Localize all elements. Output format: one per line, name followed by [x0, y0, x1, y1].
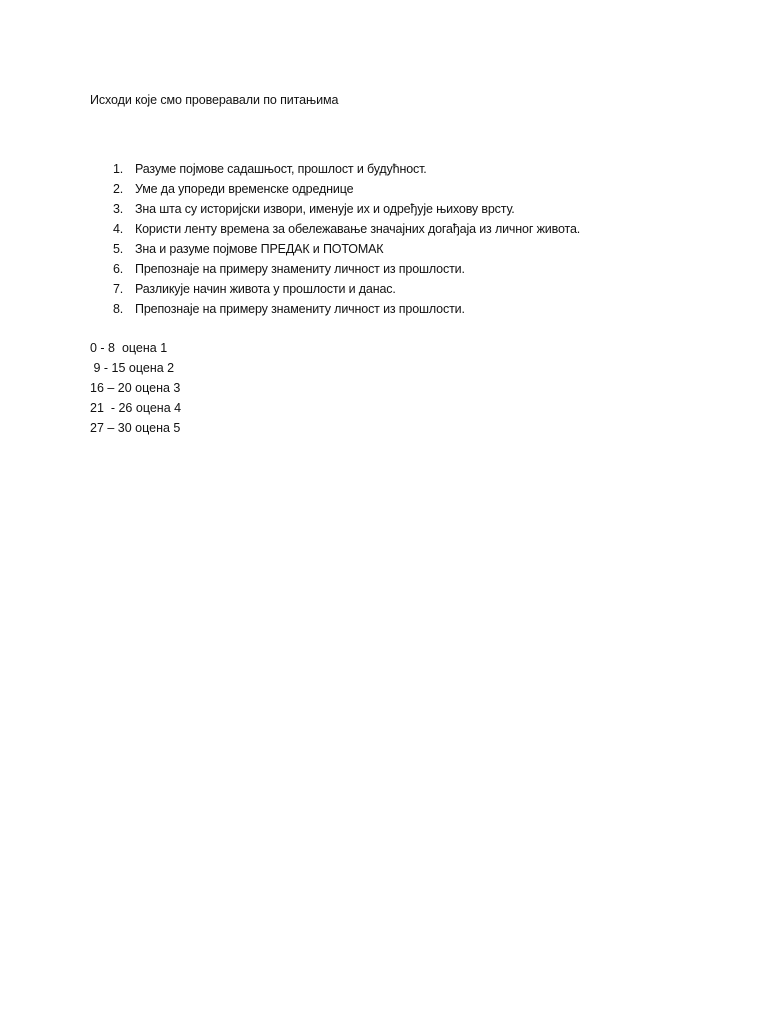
outcome-number: 6. — [113, 262, 124, 276]
outcome-text: Зна шта су историјски извори, именује их и одређује њихову врсту. — [135, 202, 515, 216]
outcome-number: 4. — [113, 222, 124, 236]
grade-line: 16 – 20 оцена 3 — [90, 381, 181, 395]
outcome-text: Разликује начин живота у прошлости и данас. — [135, 282, 396, 296]
outcome-number: 7. — [113, 282, 124, 296]
outcome-text: Уме да упореди временске одреднице — [135, 182, 354, 196]
outcome-number: 5. — [113, 242, 124, 256]
grading-scale — [90, 338, 181, 438]
grade-line: 9 - 15 оцена 2 — [90, 361, 175, 375]
outcome-text: Зна и разуме појмове ПРЕДАК и ПОТОМАК — [135, 242, 384, 256]
grade-line: 27 – 30 оцена 5 — [90, 421, 181, 435]
outcome-text: Препознаје на примеру знамениту личност из прошлости. — [135, 302, 465, 316]
grade-line: 0 - 8 оцена 1 — [90, 341, 168, 355]
outcome-number: 8. — [113, 302, 124, 316]
grade-line: 21 - 26 оцена 4 — [90, 401, 182, 415]
outcome-text: Препознаје на примеру знамениту личност из прошлости. — [135, 262, 465, 276]
outcome-number: 2. — [113, 182, 124, 196]
outcome-number: 3. — [113, 202, 124, 216]
outcome-text: Разуме појмове садашњост, прошлост и будућност. — [135, 162, 427, 176]
outcome-text: Користи ленту времена за обележавање значајних догађаја из личног живота. — [135, 222, 581, 236]
outcome-number: 1. — [113, 162, 124, 176]
document-title: Исходи које смо проверавали по питањима — [90, 93, 339, 107]
